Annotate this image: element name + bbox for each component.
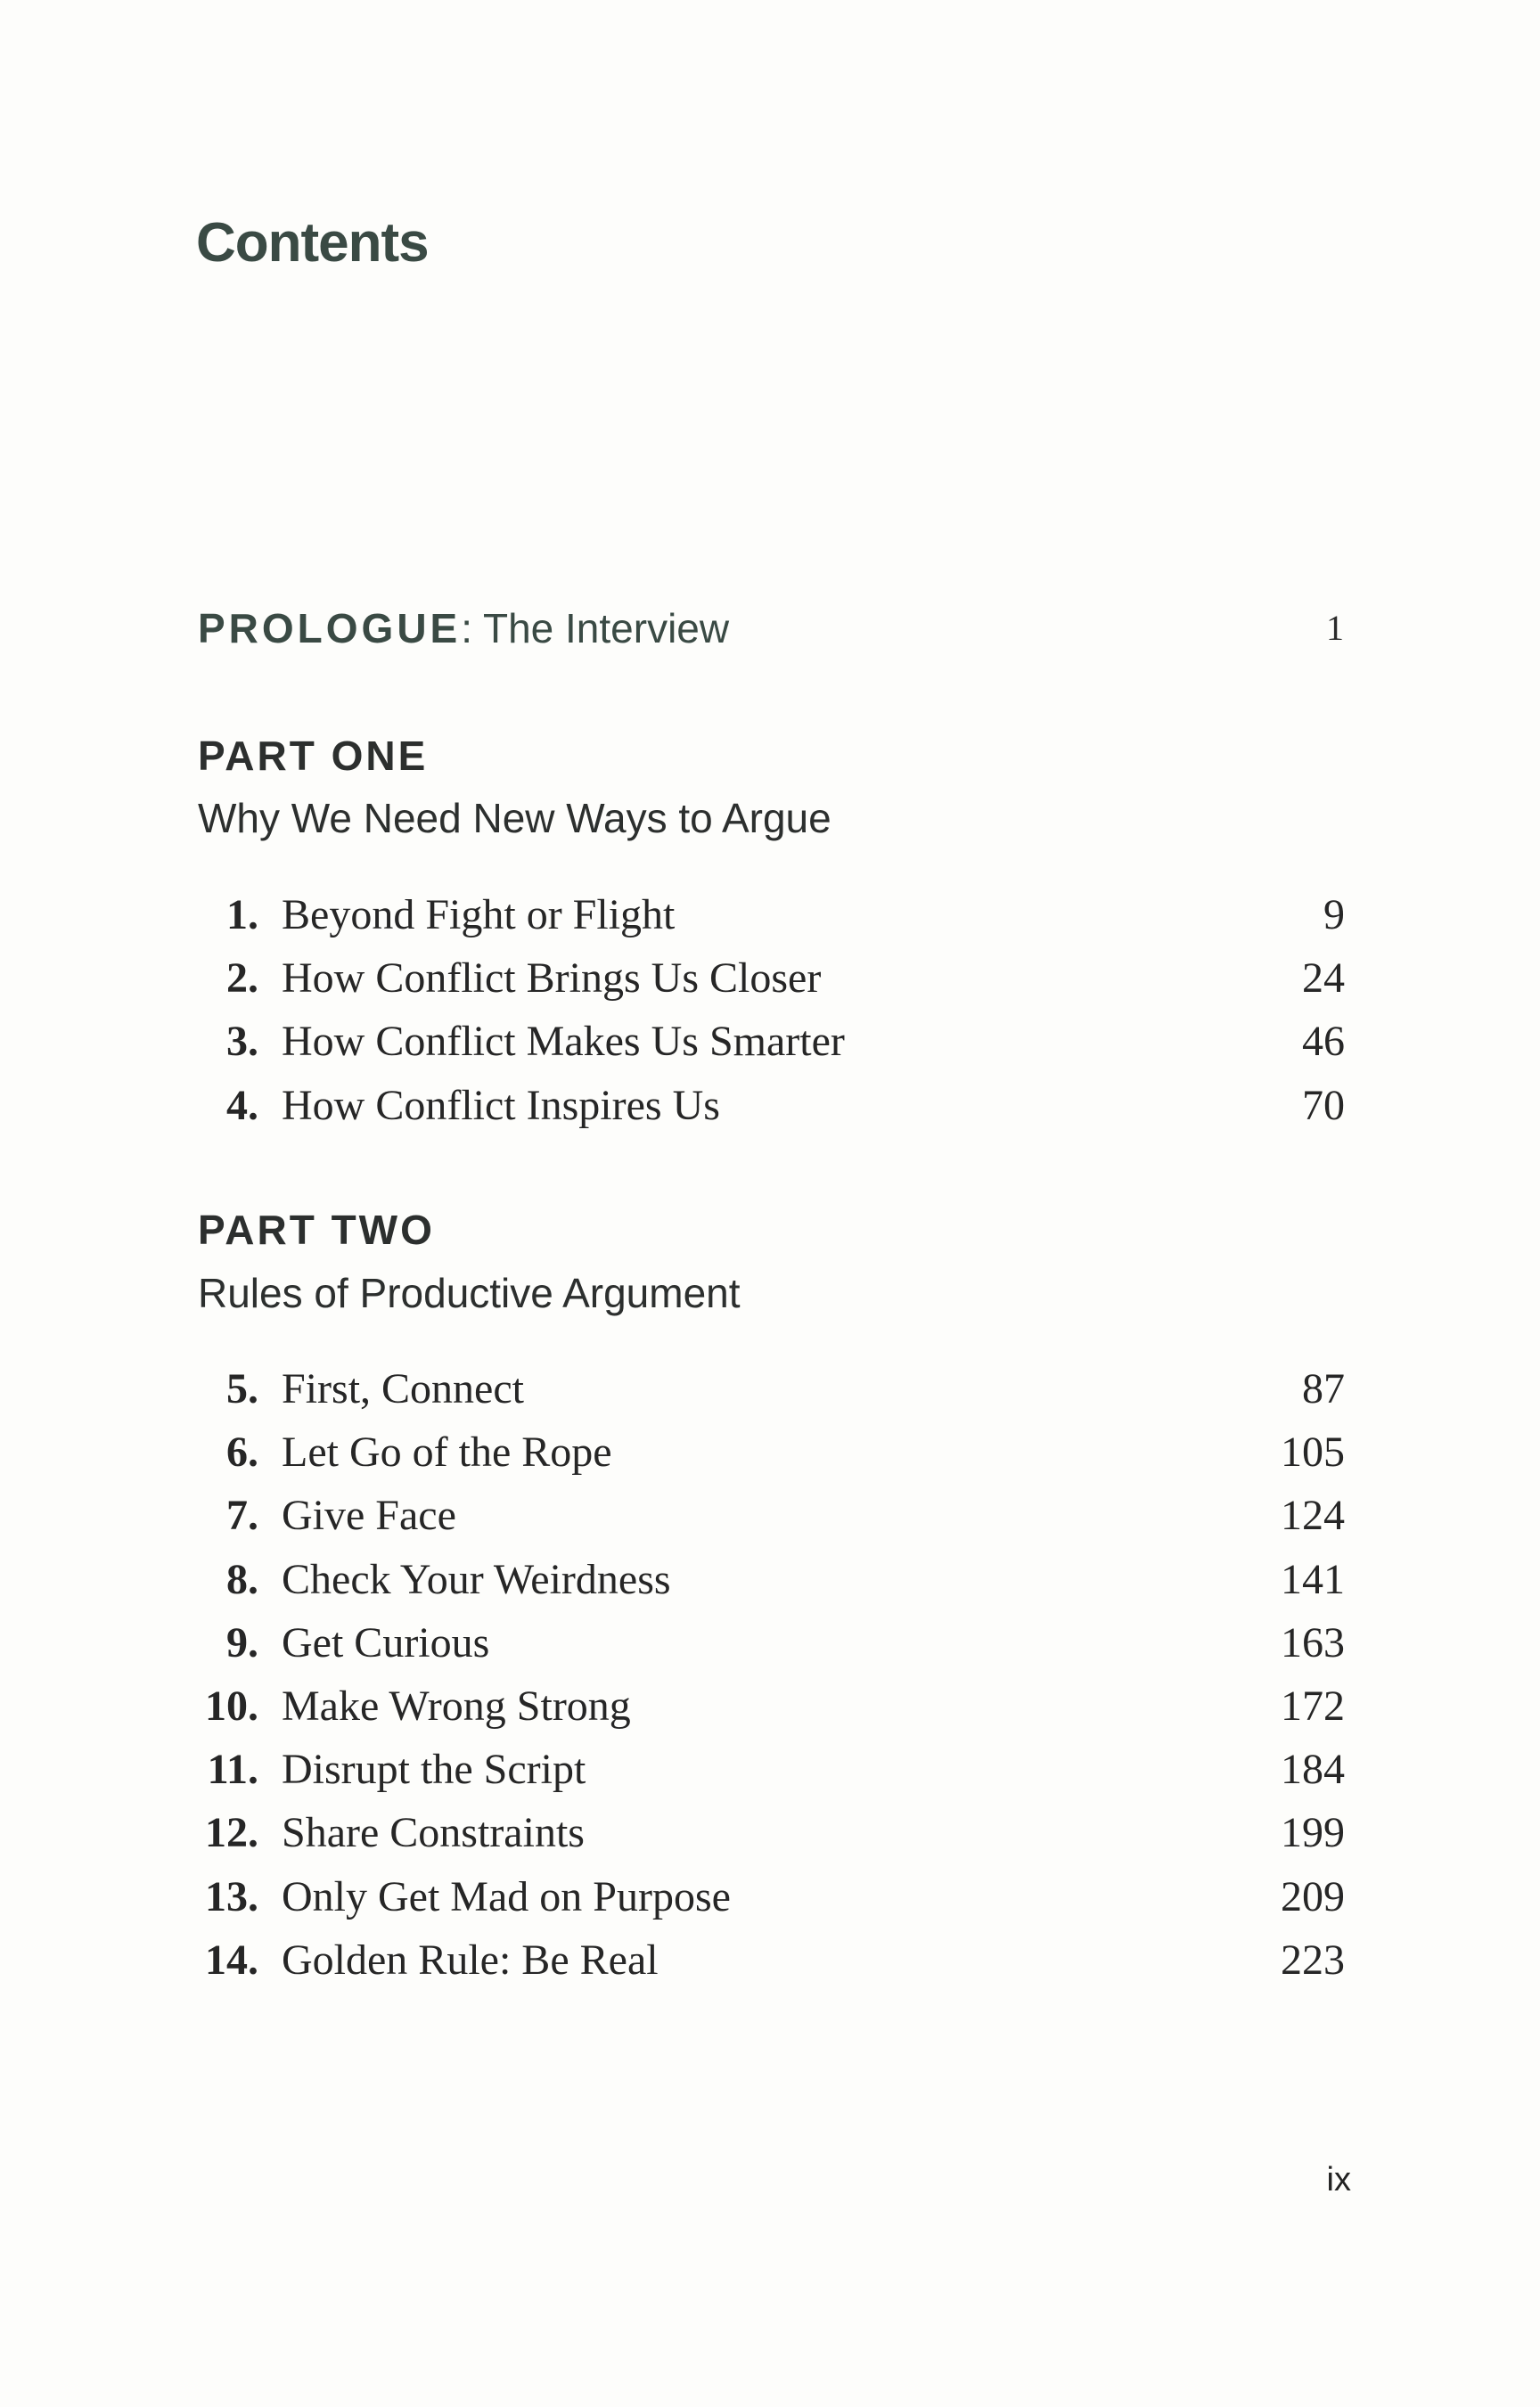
toc-entry <box>0 888 1540 942</box>
chapter-number: 7. <box>226 1492 258 1540</box>
chapter-page-number: 141 <box>1281 1555 1345 1603</box>
chapter-title: How Conflict Brings Us Closer <box>282 954 822 1003</box>
chapter-title: Only Get Mad on Purpose <box>282 1872 731 1920</box>
chapter-number: 14. <box>205 1936 258 1984</box>
prologue-entry <box>198 606 729 651</box>
chapter-page-number: 172 <box>1281 1682 1345 1730</box>
chapter-number: 1. <box>226 891 258 938</box>
chapter-number: 9. <box>226 1618 258 1666</box>
toc-entry <box>0 1489 1540 1543</box>
toc-entry <box>0 1934 1540 1987</box>
prologue-label: PROLOGUE <box>198 605 462 651</box>
chapter-page-number: 209 <box>1281 1872 1345 1920</box>
chapter-title: Make Wrong Strong <box>282 1682 631 1730</box>
toc-entry <box>0 1806 1540 1860</box>
chapter-number: 4. <box>226 1081 258 1129</box>
chapter-title: Get Curious <box>282 1618 490 1666</box>
chapter-page-number: 223 <box>1281 1936 1345 1984</box>
chapter-page-number: 124 <box>1281 1492 1345 1540</box>
prologue-page-number: 1 <box>1326 608 1344 648</box>
part-two-subtitle: Rules of Productive Argument <box>198 1270 741 1316</box>
chapter-page-number: 105 <box>1281 1429 1345 1477</box>
chapter-page-number: 163 <box>1281 1618 1345 1666</box>
chapter-page-number: 70 <box>1302 1081 1345 1129</box>
chapter-page-number: 46 <box>1302 1018 1345 1066</box>
chapter-title: How Conflict Inspires Us <box>282 1081 720 1129</box>
chapter-number: 11. <box>207 1746 258 1794</box>
part-one-subtitle: Why We Need New Ways to Argue <box>198 795 831 841</box>
toc-entry <box>0 1426 1540 1479</box>
chapter-title: Check Your Weirdness <box>282 1555 671 1603</box>
part-two-label: PART TWO <box>198 1207 435 1253</box>
toc-entry <box>0 1743 1540 1797</box>
chapter-number: 6. <box>226 1429 258 1477</box>
chapter-number: 8. <box>226 1555 258 1603</box>
chapter-number: 10. <box>205 1682 258 1730</box>
chapter-title: Golden Rule: Be Real <box>282 1936 659 1984</box>
chapter-page-number: 24 <box>1302 954 1345 1003</box>
chapter-number: 5. <box>226 1365 258 1412</box>
toc-entry <box>0 1680 1540 1733</box>
toc-entry <box>0 1617 1540 1670</box>
chapter-title: Let Go of the Rope <box>282 1429 612 1477</box>
chapter-page-number: 87 <box>1302 1365 1345 1412</box>
chapter-page-number: 184 <box>1281 1746 1345 1794</box>
prologue-title: The Interview <box>472 605 730 651</box>
chapter-title: How Conflict Makes Us Smarter <box>282 1018 845 1066</box>
chapter-title: First, Connect <box>282 1365 524 1412</box>
page-title: Contents <box>196 212 429 274</box>
chapter-number: 13. <box>205 1872 258 1920</box>
chapter-title: Give Face <box>282 1492 456 1540</box>
chapter-number: 12. <box>205 1809 258 1857</box>
chapter-title: Share Constraints <box>282 1809 585 1857</box>
toc-entry <box>0 952 1540 1005</box>
toc-entry <box>0 1871 1540 1924</box>
toc-entry <box>0 1079 1540 1133</box>
toc-entry <box>0 1015 1540 1068</box>
chapter-title: Disrupt the Script <box>282 1746 586 1794</box>
page-folio: ix <box>1326 2161 1351 2198</box>
part-one-label: PART ONE <box>198 733 429 779</box>
chapter-number: 2. <box>226 954 258 1003</box>
chapter-page-number: 199 <box>1281 1809 1345 1857</box>
toc-entry <box>0 1553 1540 1607</box>
chapter-number: 3. <box>226 1018 258 1066</box>
chapter-title: Beyond Fight or Flight <box>282 891 676 938</box>
prologue-separator: : <box>461 605 473 651</box>
chapter-page-number: 9 <box>1323 891 1345 938</box>
toc-entry <box>0 1363 1540 1416</box>
